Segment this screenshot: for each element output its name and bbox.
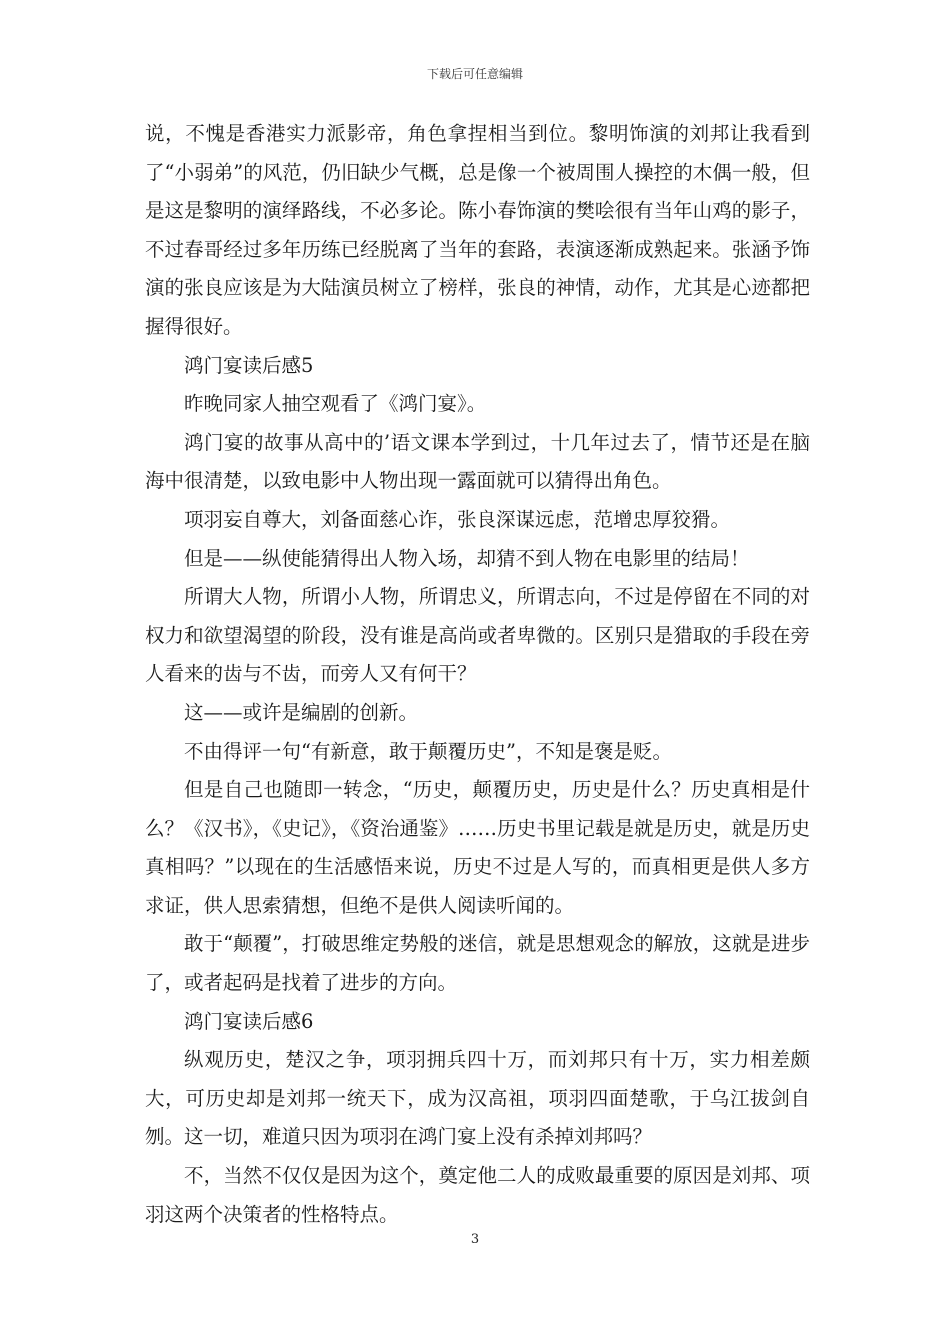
paragraph: 所谓大人物，所谓小人物，所谓忠义，所谓志向，不过是停留在不同的对权力和欲望渴望的阶段，没有谁是高尚或者卑微的。区别只是猎取的手段在旁人看来的齿与不齿，而旁人又有何干？ bbox=[145, 585, 810, 686]
page-number: 3 bbox=[470, 1232, 480, 1247]
page-header: 下载后可任意编辑 bbox=[426, 67, 523, 81]
paragraph: 但是——纵使能猜得出人物入场，却猜不到人物在电影里的结局！ bbox=[184, 546, 750, 570]
paragraph: 这——或许是编剧的创新。 bbox=[184, 700, 419, 724]
paragraph: 鸿门宴的故事从高中的’语文课本学到过，十几年过去了，情节还是在脑海中很清楚，以致电影中人物出现一露面就可以猜得出角色。 bbox=[145, 430, 810, 493]
paragraph: 项羽妄自尊大，刘备面慈心诈，张良深谋远虑，范增忠厚狡猾。 bbox=[184, 507, 731, 531]
section-heading-6: 鸿门宴读后感6 bbox=[184, 1009, 314, 1033]
paragraph: 纵观历史，楚汉之争，项羽拥兵四十万，而刘邦只有十万，实力相差颇大，可历史却是刘邦一统天下，成为汉高祖，项羽四面楚歌，于乌江拔剑自刎。这一切，难道只因为项羽在鸿门宴上没有杀掉刘邦吗？ bbox=[145, 1048, 810, 1149]
document-body bbox=[145, 115, 810, 1234]
section-heading-5: 鸿门宴读后感5 bbox=[184, 353, 314, 377]
paragraph: 但是自己也随即一转念，“历史，颠覆历史，历史是什么？历史真相是什么？《汉书》，《史记》，《资治通鉴》……历史书里记载是就是历史，就是历史真相吗？”以现在的生活感悟来说，历史不过是人写的，而真相更是供人多方求证，供人思索猜想，但绝不是供人阅读听闻的。 bbox=[145, 778, 810, 917]
paragraph-continued: 说，不愧是香港实力派影帝，角色拿捏相当到位。黎明饰演的刘邦让我看到了“小弱弟”的风范，仍旧缺少气概，总是像一个被周围人操控的木偶一般，但是这是黎明的演绎路线，不必多论。陈小春饰演的樊哙很有当年山鸡的影子，不过春哥经过多年历练已经脱离了当年的套路，表演逐渐成熟起来。张涵予饰演的张良应该是为大陆演员树立了榜样，张良的神情，动作，尤其是心迹都把握得很好。 bbox=[145, 122, 810, 338]
paragraph: 不，当然不仅仅是因为这个，奠定他二人的成败最重要的原因是刘邦、项羽这两个决策者的性格特点。 bbox=[145, 1164, 810, 1226]
paragraph: 昨晚同家人抽空观看了《鸿门宴》。 bbox=[184, 392, 487, 416]
paragraph: 敢于“颠覆”，打破思维定势般的迷信，就是思想观念的解放，这就是进步了，或者起码是找着了进步的方向。 bbox=[145, 932, 810, 995]
paragraph: 不由得评一句“有新意，敢于颠覆历史”，不知是褒是贬。 bbox=[184, 739, 672, 763]
